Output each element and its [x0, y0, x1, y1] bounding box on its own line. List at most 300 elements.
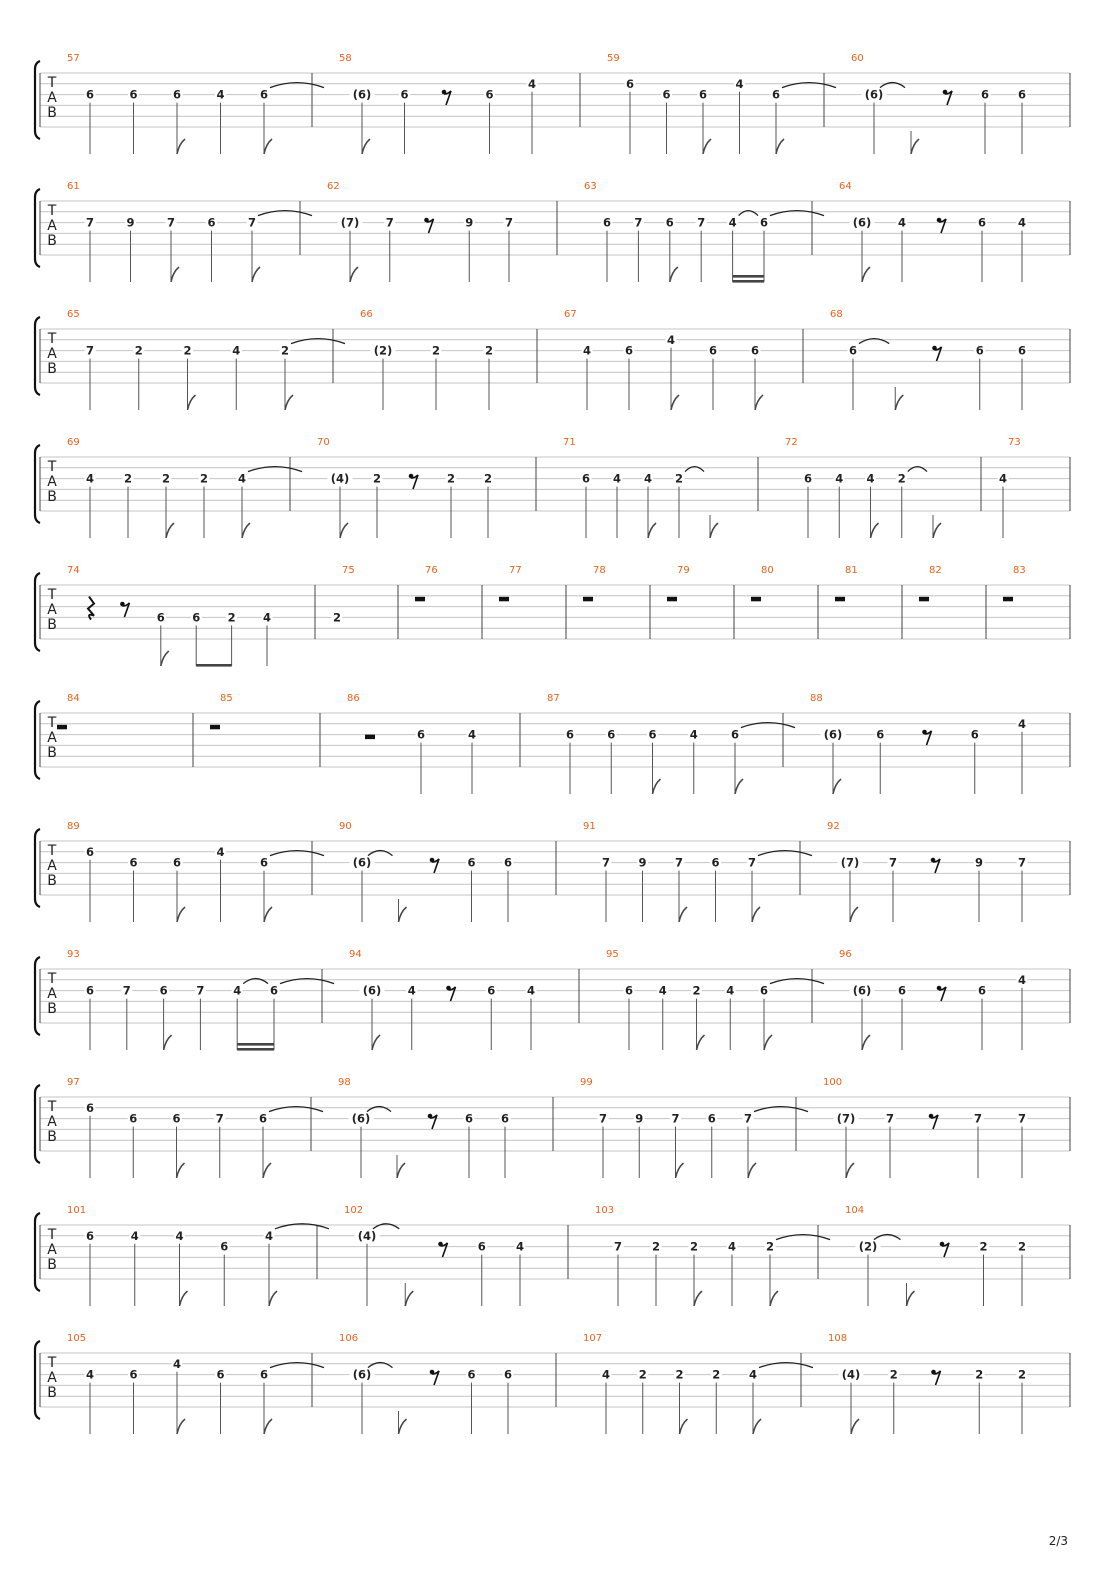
- measure-57: [67, 53, 324, 154]
- measure-number: 58: [339, 53, 352, 64]
- fret-number: 6: [803, 471, 813, 486]
- fret-number: 4: [727, 1239, 737, 1254]
- fret-number: 2: [446, 471, 456, 486]
- fret-number: 2: [692, 983, 701, 998]
- fret-number: 6: [759, 983, 769, 998]
- measure-98: [338, 1077, 553, 1178]
- fret-number: 6: [487, 983, 496, 998]
- fret-number: 6: [624, 343, 634, 358]
- measure-number: 97: [67, 1077, 80, 1088]
- fret-number: 2: [280, 343, 290, 358]
- measure-number: 101: [67, 1205, 87, 1216]
- tab-clef-letter: B: [47, 233, 57, 249]
- measure-number: 98: [338, 1077, 351, 1088]
- fret-number: 4: [407, 983, 416, 998]
- eighth-flag: [851, 1419, 859, 1434]
- fret-number: 2: [123, 471, 133, 486]
- fret-number: 4: [728, 215, 737, 230]
- fret-number: 6: [129, 855, 138, 870]
- half-rest: [751, 597, 761, 602]
- staff-system: [35, 565, 1070, 667]
- half-rest: [365, 735, 375, 740]
- fret-number: 6: [85, 1100, 95, 1115]
- fret-number: 6: [85, 1228, 95, 1243]
- eighth-flag: [862, 267, 870, 282]
- system-bracket: [35, 61, 40, 139]
- measure-61: [67, 181, 312, 282]
- fret-number: 4: [262, 610, 272, 625]
- fret-number: 4: [1017, 215, 1027, 230]
- measure-96: [839, 949, 1070, 1050]
- fret-number: 4: [515, 1239, 525, 1254]
- fret-number: 6: [129, 1367, 138, 1382]
- measure-number: 79: [677, 565, 690, 576]
- fret-number: (6): [823, 727, 843, 742]
- fret-number: 6: [708, 343, 718, 358]
- fret-number: 4: [748, 1367, 758, 1382]
- system-bracket: [35, 829, 40, 907]
- eighth-flag: [171, 267, 179, 282]
- measure-number: 108: [828, 1333, 848, 1344]
- measure-86: [347, 693, 520, 794]
- fret-number: 7: [674, 855, 684, 870]
- fret-number: 7: [601, 855, 611, 870]
- fret-number: 7: [122, 983, 131, 998]
- system-bracket: [35, 317, 40, 395]
- fret-number: 6: [648, 727, 657, 742]
- fret-number: 2: [372, 471, 382, 486]
- fret-number: 6: [607, 727, 616, 742]
- eighth-flag: [710, 523, 718, 538]
- measure-number: 72: [785, 437, 798, 448]
- measure-89: [67, 821, 324, 922]
- eighth-flag: [911, 139, 919, 154]
- fret-number: 2: [183, 343, 192, 358]
- eighth-flag: [372, 1035, 380, 1050]
- fret-number: 6: [259, 855, 269, 870]
- fret-number: 6: [624, 983, 634, 998]
- measure-number: 90: [339, 821, 352, 832]
- eighth-flag: [405, 1291, 413, 1306]
- fret-number: 4: [643, 471, 653, 486]
- fret-number: (4): [330, 471, 350, 486]
- fret-number: 6: [876, 727, 885, 742]
- measure-number: 63: [584, 181, 597, 192]
- fret-number: 6: [625, 76, 635, 91]
- measure-number: 95: [606, 949, 619, 960]
- fret-number: 6: [258, 1111, 268, 1126]
- fret-number: 2: [199, 471, 209, 486]
- fret-number: 2: [134, 343, 143, 358]
- staff-system: [35, 1077, 1070, 1178]
- fret-number: 6: [977, 983, 987, 998]
- tab-clef-letter: B: [47, 1385, 57, 1401]
- fret-number: 6: [662, 87, 671, 102]
- fret-number: (4): [357, 1228, 377, 1243]
- eighth-flag: [680, 1419, 688, 1434]
- measure-91: [583, 821, 812, 922]
- measure-number: 60: [851, 53, 864, 64]
- measure-number: 82: [929, 565, 942, 576]
- fret-number: 4: [998, 471, 1008, 486]
- fret-number: 7: [613, 1239, 623, 1254]
- fret-number: 2: [431, 343, 441, 358]
- measure-number: 96: [839, 949, 852, 960]
- fret-number: 4: [216, 87, 225, 102]
- staff-system: [35, 53, 1070, 154]
- fret-number: 6: [172, 855, 182, 870]
- measure-number: 84: [67, 693, 80, 704]
- system-bracket: [35, 1341, 40, 1419]
- fret-number: 6: [416, 727, 426, 742]
- fret-number: 4: [467, 727, 477, 742]
- measure-97: [67, 1077, 323, 1178]
- tab-clef-letter: A: [47, 90, 57, 106]
- measure-number: 67: [564, 309, 577, 320]
- fret-number: 4: [582, 343, 592, 358]
- tab-clef-letter: T: [47, 843, 57, 859]
- measure-59: [607, 53, 836, 154]
- measure-number: 92: [827, 821, 840, 832]
- eighth-flag: [653, 779, 661, 794]
- eighth-flag: [676, 1163, 684, 1178]
- tab-clef-letter: A: [47, 1242, 57, 1258]
- fret-number: 7: [747, 855, 757, 870]
- tab-clef-letter: B: [47, 617, 57, 633]
- system-bracket: [35, 189, 40, 267]
- fret-number: 2: [975, 1367, 984, 1382]
- half-rest: [835, 597, 845, 602]
- fret-number: 4: [612, 471, 622, 486]
- eighth-flag: [735, 779, 743, 794]
- half-rest: [210, 725, 220, 730]
- eighth-flag: [242, 523, 250, 538]
- fret-number: 6: [485, 87, 494, 102]
- eighth-flag: [752, 907, 760, 922]
- fret-number: 7: [671, 1111, 680, 1126]
- measure-103: [595, 1205, 830, 1306]
- half-rest: [499, 597, 509, 602]
- note-beam: [733, 280, 764, 283]
- fret-number: 6: [85, 983, 95, 998]
- measure-number: 105: [67, 1333, 87, 1344]
- measure-number: 66: [360, 309, 373, 320]
- fret-number: 7: [743, 1111, 753, 1126]
- measure-90: [339, 821, 556, 922]
- fret-number: 6: [565, 727, 575, 742]
- measure-number: 74: [67, 565, 80, 576]
- eighth-flag: [764, 1035, 772, 1050]
- measure-105: [67, 1333, 324, 1434]
- eighth-flag: [180, 1291, 188, 1306]
- measure-107: [583, 1333, 813, 1434]
- tab-clef-letter: A: [47, 218, 57, 234]
- fret-number: 4: [237, 471, 247, 486]
- measure-number: 78: [593, 565, 606, 576]
- measure-58: [339, 53, 580, 154]
- fret-number: 2: [765, 1239, 775, 1254]
- eighth-flag: [269, 1291, 277, 1306]
- measure-62: [327, 181, 557, 282]
- fret-number: 2: [227, 610, 236, 625]
- fret-number: 6: [192, 610, 201, 625]
- note-beam: [196, 664, 231, 667]
- staff-system: [35, 1333, 1070, 1434]
- measure-number: 94: [349, 949, 362, 960]
- tab-clef-letter: A: [47, 858, 57, 874]
- tab-clef-letter: A: [47, 602, 57, 618]
- fret-number: 6: [467, 855, 476, 870]
- eighth-flag: [350, 267, 358, 282]
- measure-100: [823, 1077, 1070, 1178]
- fret-number: 6: [1017, 343, 1027, 358]
- fret-number: 6: [980, 87, 990, 102]
- fret-number: (6): [352, 1367, 372, 1382]
- fret-number: 6: [129, 1111, 138, 1126]
- measure-number: 68: [830, 309, 843, 320]
- eighth-flag: [264, 139, 272, 154]
- measure-104: [845, 1205, 1070, 1306]
- measure-73: [998, 437, 1071, 538]
- eighth-flag: [862, 1035, 870, 1050]
- system-bracket: [35, 445, 40, 523]
- fret-number: 4: [233, 983, 242, 998]
- measure-number: 65: [67, 309, 80, 320]
- fret-number: (6): [852, 215, 872, 230]
- fret-number: 6: [977, 215, 987, 230]
- fret-number: 4: [527, 76, 537, 91]
- measure-number: 85: [220, 693, 233, 704]
- fret-number: 7: [697, 215, 706, 230]
- fret-number: 6: [707, 1111, 716, 1126]
- system-bracket: [35, 957, 40, 1035]
- fret-number: 6: [207, 215, 216, 230]
- fret-number: 2: [638, 1367, 647, 1382]
- staff-system: [35, 693, 1070, 794]
- measure-64: [839, 181, 1070, 282]
- fret-number: 6: [975, 343, 984, 358]
- measure-number: 100: [823, 1077, 843, 1088]
- fret-number: 7: [85, 215, 95, 230]
- half-rest: [1003, 597, 1013, 602]
- measure-number: 103: [595, 1205, 615, 1216]
- measure-number: 106: [339, 1333, 359, 1344]
- fret-number: 4: [264, 1228, 274, 1243]
- fret-number: 6: [500, 1111, 510, 1126]
- fret-number: 6: [665, 215, 674, 230]
- fret-number: 7: [598, 1111, 608, 1126]
- staff-system: [35, 949, 1070, 1051]
- eighth-flag: [933, 523, 941, 538]
- staff-system: [35, 181, 1070, 283]
- fret-number: 2: [483, 471, 493, 486]
- staff-system: [35, 821, 1070, 922]
- measure-number: 87: [547, 693, 560, 704]
- fret-number: 4: [689, 727, 698, 742]
- fret-number: (6): [852, 983, 872, 998]
- measure-69: [67, 437, 302, 538]
- measure-92: [827, 821, 1070, 922]
- tab-clef-letter: T: [47, 1355, 57, 1371]
- fret-number: 6: [711, 855, 720, 870]
- eighth-flag: [252, 267, 260, 282]
- tab-clef-letter: B: [47, 489, 57, 505]
- eighth-flag: [164, 1035, 172, 1050]
- fret-number: 7: [85, 343, 95, 358]
- measure-74: [67, 565, 315, 667]
- measure-99: [580, 1077, 808, 1178]
- fret-number: (2): [373, 343, 393, 358]
- fret-number: 4: [175, 1228, 184, 1243]
- tab-clef-letter: B: [47, 1257, 57, 1273]
- half-rest: [57, 725, 67, 730]
- fret-number: 6: [698, 87, 708, 102]
- tab-clef-letter: B: [47, 105, 57, 121]
- eighth-flag: [850, 907, 858, 922]
- measure-number: 61: [67, 181, 80, 192]
- measure-number: 59: [607, 53, 620, 64]
- fret-number: 6: [129, 87, 138, 102]
- fret-number: 4: [835, 471, 844, 486]
- tab-clef-letter: A: [47, 346, 57, 362]
- system-bracket: [35, 1213, 40, 1291]
- fret-number: 2: [674, 471, 684, 486]
- half-rest: [583, 597, 593, 602]
- measure-63: [584, 181, 824, 283]
- measure-60: [851, 53, 1070, 154]
- fret-number: 4: [85, 471, 95, 486]
- fret-number: 6: [259, 87, 269, 102]
- tab-clef-letter: T: [47, 715, 57, 731]
- fret-number: 7: [973, 1111, 983, 1126]
- tab-clef-letter: T: [47, 971, 57, 987]
- fret-number: (6): [351, 1111, 371, 1126]
- fret-number: 4: [866, 471, 875, 486]
- eighth-flag: [697, 1035, 705, 1050]
- eighth-flag: [188, 395, 196, 410]
- fret-number: 6: [216, 1367, 225, 1382]
- fret-number: 9: [126, 215, 135, 230]
- tab-clef-letter: T: [47, 1227, 57, 1243]
- tab-clef-letter: T: [47, 203, 57, 219]
- tab-clef-letter: B: [47, 873, 57, 889]
- fret-number: 6: [259, 1367, 269, 1382]
- measure-number: 102: [344, 1205, 364, 1216]
- tab-clef-letter: A: [47, 986, 57, 1002]
- fret-number: 4: [232, 343, 241, 358]
- eighth-flag: [753, 1419, 761, 1434]
- measure-number: 71: [563, 437, 576, 448]
- tab-clef-letter: A: [47, 1114, 57, 1130]
- fret-number: 4: [726, 983, 735, 998]
- eighth-flag: [895, 395, 903, 410]
- fret-number: 6: [503, 855, 513, 870]
- fret-number: 6: [848, 343, 858, 358]
- tab-clef-letter: A: [47, 730, 57, 746]
- fret-number: 7: [504, 215, 514, 230]
- eighth-flag: [177, 907, 185, 922]
- eighth-flag: [161, 651, 169, 666]
- fret-number: 6: [602, 215, 612, 230]
- fret-number: 4: [1017, 716, 1027, 731]
- fret-number: 2: [897, 471, 906, 486]
- fret-number: 2: [712, 1367, 721, 1382]
- staff-system: [35, 437, 1070, 538]
- measure-94: [349, 949, 579, 1050]
- eighth-flag: [166, 523, 174, 538]
- eighth-flag: [871, 523, 879, 538]
- fret-number: 2: [889, 1367, 898, 1382]
- eighth-flag: [703, 139, 711, 154]
- measure-number: 77: [509, 565, 522, 576]
- fret-number: (7): [836, 1111, 856, 1126]
- fret-number: 4: [130, 1228, 139, 1243]
- fret-number: 7: [166, 215, 176, 230]
- measure-number: 64: [839, 181, 852, 192]
- measure-number: 81: [845, 565, 858, 576]
- eighth-flag: [755, 395, 763, 410]
- measure-102: [344, 1205, 568, 1306]
- fret-number: 7: [888, 855, 898, 870]
- fret-number: (6): [864, 87, 884, 102]
- fret-number: 6: [759, 215, 769, 230]
- fret-number: 6: [156, 610, 165, 625]
- fret-number: 6: [970, 727, 979, 742]
- eighth-flag: [340, 523, 348, 538]
- tab-clef-letter: B: [47, 745, 57, 761]
- fret-number: 2: [675, 1367, 684, 1382]
- measure-number: 88: [810, 693, 823, 704]
- tab-clef-letter: B: [47, 1129, 57, 1145]
- system-bracket: [35, 1085, 40, 1163]
- fret-number: (6): [352, 855, 372, 870]
- fret-number: 6: [897, 983, 907, 998]
- half-rest: [919, 597, 929, 602]
- fret-number: (7): [340, 215, 360, 230]
- fret-number: 6: [750, 343, 760, 358]
- eighth-flag: [833, 779, 841, 794]
- measure-108: [828, 1333, 1070, 1434]
- tab-clef-letter: T: [47, 331, 57, 347]
- fret-number: 7: [247, 215, 257, 230]
- eighth-flag: [399, 1419, 407, 1434]
- eighth-flag: [770, 1291, 778, 1306]
- measure-88: [810, 693, 1070, 794]
- measure-number: 107: [583, 1333, 603, 1344]
- eighth-flag: [263, 1163, 271, 1178]
- fret-number: 2: [161, 471, 171, 486]
- fret-number: 7: [1017, 1111, 1027, 1126]
- measure-70: [317, 437, 536, 538]
- tab-clef-letter: A: [47, 1370, 57, 1386]
- eighth-flag: [648, 523, 656, 538]
- page-number: 2/3: [1048, 1534, 1068, 1548]
- fret-number: 6: [771, 87, 781, 102]
- eighth-flag: [670, 267, 678, 282]
- measure-number: 62: [327, 181, 340, 192]
- staff-system: [35, 1205, 1070, 1306]
- fret-number: 6: [172, 1111, 181, 1126]
- tab-clef-letter: T: [47, 587, 57, 603]
- measure-68: [830, 309, 1070, 410]
- eighth-flag: [776, 139, 784, 154]
- measure-number: 80: [761, 565, 774, 576]
- fret-number: 6: [503, 1367, 513, 1382]
- measure-number: 89: [67, 821, 80, 832]
- measure-106: [339, 1333, 556, 1434]
- eighth-flag: [362, 139, 370, 154]
- eighth-flag: [694, 1291, 702, 1306]
